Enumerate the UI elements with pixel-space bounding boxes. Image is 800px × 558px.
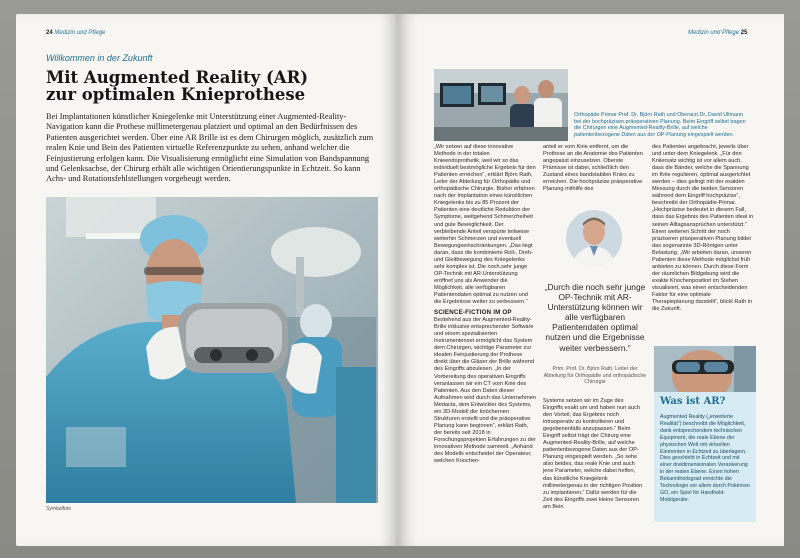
column-2-bottom-text: Systems setzen wir im Zuge des Eingriffs exakt um und haben nun auch den Vorteil, das Ergebnis noch intraoperativ zu kontrollieren und gegebenenfalls anzupassen.“ Beim Eingriff selbst trägt der Chirurg eine Augmented-Reality-Brille, auf welche patientenbezogene Daten aus der OP-Planung eingespielt werden. „So sehe also beides, das reale Knie und auch jene Parameter, welche dabei helfen, das künstliche Kniegelenk millimetergenau in der richtigen Position zu implantieren.“ Dafür werden für die Zeit des Eingriffs zwei kleine Sensoren am Bein (543, 398, 643, 510)
surgeon-photo (46, 197, 378, 503)
pull-quote-source: Prim. Prof. Dr. Björn Rath, Leiter der Abteilung für Orthopädie und orthopädische Chirurgie (543, 366, 647, 385)
surgeon-illustration (46, 197, 378, 503)
left-page (16, 14, 398, 546)
column-3-text: des Patienten angebracht, jeweils über und unter dem Kniegelenk. „Für den Kniiersatz wichtig ist vor allem auch, dass die Bänder, welche die Spannung im Knie regulieren, optimal ausgerichtet werden – dies gelingt mit der exakten Messung durch die beiden Sensoren während dem Eingriff hochpräzise“, beschreibt der Orthopädie-Primar. „Hochpräzise bedeutet in diesem Fall, dass das Ergebnis des Patienten ideal in seinen Alltagsansprüchen unterstützt.“ Einen weiteren Schritt der noch präziseren präoperativen Planung bildet das sogenannte 3D-Röntgen unter Belastung. „Wir arbeiten daran, unseren Patienten diese Methode möglichst früh anbieten zu können. Durch diese Form der räumlichen Bildgebung wird die exakte Knochenposition im Stehen visualisiert, was einen entscheidenden Faktor für eine optimale Therapieplanung darstellt“, blickt Rath in die Zukunft. (652, 144, 754, 313)
right-page (398, 14, 784, 546)
pull-quote: „Durch die noch sehr junge OP-Technik mit AR-Unterstützung können wir alle verfügbaren Patientendaten optimal nutzen und die Ergebnisse weiter verbessern.“ (544, 282, 646, 353)
photo-credit: Symbolfoto (46, 506, 72, 512)
article-column-2-bottom (543, 398, 645, 530)
ar-glasses-photo (654, 346, 756, 392)
ar-info-box (654, 392, 756, 522)
kicker: Willkommen in der Zukunft (46, 53, 153, 63)
right-page-number: 25 (740, 30, 748, 36)
left-running-head (46, 30, 105, 36)
top-photo-caption: Orthopäde Primar Prof. Dr. Björn Rath und Oberarzt Dr. David Ullmann bei der hochpräzisen präoperativen Planung. Beim Eingriff selbst tragen die Chirurgen eine Augmented-Reality-Brille, auf welche patientenbezogene Daten aus der OP-Planung eingespielt werden. (574, 112, 746, 138)
column-2-top-text: anteil er vom Knie entfernt, um die Prothese an die Anatomie des Patienten angepasst einzusetzen. Oberste Prämisse ist dabei, schließlich den Zustand eines bandstabilen Knies zu erreichen. Die hochpräzise präoperative Planung mithilfe des (543, 144, 643, 193)
left-page-number: 24 (46, 30, 53, 36)
column-1-intro: „Wir setzen auf diese innovative Methode in der totalen Knieendoprothetik, weil wir so das individuell bestmögliche Ergebnis für den Patienten erreichen“, erklärt Björn Rath, Leiter der Abteilung für Orthopädie und orthopädische Chirurgie. Bisher erfahren nach der Implantation eines künstlichen Kniegelenks bis zu 85 Prozent der Patienten eine deutliche Reduktion der Symptome, weitgehend Schmerzfreiheit und gute Beweglichkeit. Der verbleibende Anteil verspürte teilweise weiterhin Schmerzen und eventuell Bewegungseinschränkungen. „Das liegt daran, dass die kombinierte Roll-, Dreh- und Gleitbewegung des Kniegelenks sehr komplex ist. Die noch sehr junge OP-Technik mit AR-Unterstützung eröffnet uns als Anwender die Möglichkeit, alle verfügbaren Patientendaten optimal zu nutzen und die Ergebnisse weiter zu verbessern.“ (434, 144, 536, 306)
lead-paragraph: Bei Implantationen künstlicher Kniegelenke mit Unterstützung einer Augmented-Reality-Navigation kann die Prothese millimetergenau platziert und optimal an den Bedürfnissen des Patienten ausgerichtet werden. Über eine AR Brille ist es dem Chirurgen möglich, zusätzlich zum realen Knie und Bein des Patienten virtuelle Referenzpunkte zu sehen, anhand welcher die Feinjustierung erfolgen kann. Die Visualisierung ermöglicht eine Simulation von Bandspannung und Gelenksachse, der Chirurg erhält alle wichtigen Orientierungspunkte in Echtzeit. So kann Achs- und Rotationsfehlstellungen vorgebeugt werden. (46, 112, 374, 184)
headline-line-2: zur optimalen Knieprothese (46, 85, 306, 104)
left-section-name: Medizin und Pflege (54, 30, 106, 36)
info-box-title: Was ist AR? (660, 396, 726, 407)
section-subhead: SCIENCE-FICTION IM OP (434, 309, 512, 317)
doctor-portrait-illustration (566, 210, 622, 266)
planning-illustration (434, 69, 568, 141)
column-1-body: Bestehend aus der Augmented-Reality-Brille inklusive entsprechender Software und einem spezialisierten Instrumentenset ermöglicht das System dem Chirurgen, wichtige Parameter zur idealen Feinjustierung der Prothese direkt über die Gläser der Brille während des Eingriffs abzulesen. „In der Vorbereitung des operativen Eingriffs veranlassen wir ein CT vom Knie des Patienten. Aus den Daten dieser Aufnahmen wird durch das Unternehmen Medacta, dem Entwickler des Systems, ein 3D-Modell der knöchernen Strukturen erstellt und die präoperative Planung kann beginnen“, erklärt Rath, der bereits seit 2018 in Forschungsprojekten Erfahrungen zu der innovativen Methode sammelt. „Anhand des Modells entscheidet der Operateur, welchen Knochen- (434, 317, 536, 465)
ar-glasses-illustration (654, 346, 756, 392)
article-column-3 (652, 144, 754, 354)
doctor-portrait (566, 210, 622, 266)
info-box-text: Augmented Reality („erweiterte Realität“) beschreibt die Möglichkeit, dank entsprechendem technischen Equipment, die reale Ebene der physischen Welt mit virtuellen Elementen in Echtzeit zu überlagern. Dies geschieht in Echtzeit und mit einer dreidimensionalen Verankerung in der realen Ebene. Einen hohen Bekanntheitsgrad erreichte die Technologie vor allem durch Pokémon GO, ein Spiel für Handheld-Mobilgeräte. (660, 414, 750, 503)
planning-photo (434, 69, 568, 141)
vr-headset (178, 303, 288, 373)
article-column-1 (434, 144, 536, 528)
right-section-name: Medizin und Pflege (688, 30, 740, 36)
right-running-head (688, 30, 747, 36)
article-column-2-top (543, 144, 645, 204)
headline (46, 69, 356, 103)
headline-line-1: Mit Augmented Reality (AR) (46, 68, 309, 87)
